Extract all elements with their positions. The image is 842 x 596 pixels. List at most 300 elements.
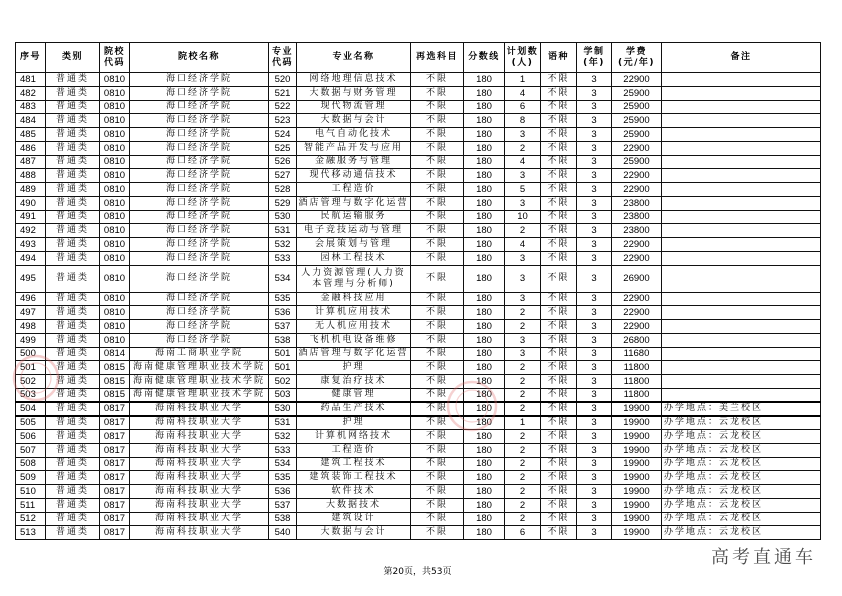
- cell-plan: 10: [505, 210, 541, 224]
- cell-tuition: 25900: [612, 114, 662, 128]
- cell-remark: 办学地点：云龙校区: [662, 430, 821, 444]
- cell-school-code: 0815: [100, 361, 130, 375]
- cell-major-code: 522: [269, 100, 297, 114]
- cell-plan: 2: [505, 388, 541, 402]
- cell-years: 3: [577, 128, 612, 142]
- cell-major-name: 现代物流管理: [297, 100, 411, 114]
- header-plan: 计划数 (人): [505, 43, 541, 73]
- cell-subject: 不限: [411, 388, 464, 402]
- table-row: [16, 430, 821, 444]
- cell-subject: 不限: [411, 471, 464, 485]
- cell-seq: 513: [16, 526, 46, 540]
- cell-category: 普通类: [46, 100, 100, 114]
- cell-language: 不限: [541, 210, 577, 224]
- cell-major-code: 528: [269, 183, 297, 197]
- cell-years: 3: [577, 361, 612, 375]
- cell-tuition: 11680: [612, 347, 662, 361]
- cell-plan: 3: [505, 251, 541, 265]
- cell-plan: 8: [505, 114, 541, 128]
- table-row: [16, 265, 821, 292]
- cell-score: 180: [464, 238, 505, 252]
- cell-tuition: 25900: [612, 155, 662, 169]
- cell-school-name: 海口经济学院: [130, 292, 269, 306]
- cell-seq: 489: [16, 183, 46, 197]
- cell-school-name: 海口经济学院: [130, 224, 269, 238]
- cell-category: 普通类: [46, 457, 100, 471]
- cell-category: 普通类: [46, 306, 100, 320]
- cell-plan: 3: [505, 347, 541, 361]
- cell-plan: 2: [505, 485, 541, 499]
- cell-language: 不限: [541, 430, 577, 444]
- cell-years: 3: [577, 292, 612, 306]
- cell-tuition: 26900: [612, 265, 662, 292]
- cell-seq: 486: [16, 141, 46, 155]
- cell-remark: [662, 292, 821, 306]
- cell-seq: 485: [16, 128, 46, 142]
- header-seq: 序号: [16, 43, 46, 73]
- cell-years: 3: [577, 402, 612, 416]
- cell-language: 不限: [541, 114, 577, 128]
- cell-tuition: 22900: [612, 320, 662, 334]
- cell-subject: 不限: [411, 224, 464, 238]
- cell-school-code: 0810: [100, 210, 130, 224]
- cell-school-code: 0817: [100, 512, 130, 526]
- cell-school-name: 海口经济学院: [130, 73, 269, 87]
- cell-school-code: 0810: [100, 224, 130, 238]
- cell-plan: 2: [505, 224, 541, 238]
- cell-major-code: 540: [269, 526, 297, 540]
- cell-subject: 不限: [411, 320, 464, 334]
- cell-remark: 办学地点：云龙校区: [662, 526, 821, 540]
- cell-seq: 488: [16, 169, 46, 183]
- cell-tuition: 19900: [612, 457, 662, 471]
- header-language: 语种: [541, 43, 577, 73]
- cell-school-name: 海口经济学院: [130, 251, 269, 265]
- cell-tuition: 22900: [612, 238, 662, 252]
- cell-remark: [662, 196, 821, 210]
- cell-category: 普通类: [46, 443, 100, 457]
- cell-major-name: 健康管理: [297, 388, 411, 402]
- cell-plan: 3: [505, 265, 541, 292]
- table-row: [16, 73, 821, 87]
- cell-tuition: 19900: [612, 402, 662, 416]
- cell-tuition: 19900: [612, 471, 662, 485]
- cell-school-code: 0810: [100, 306, 130, 320]
- cell-subject: 不限: [411, 512, 464, 526]
- cell-plan: 5: [505, 183, 541, 197]
- cell-major-name: 智能产品开发与应用: [297, 141, 411, 155]
- cell-years: 3: [577, 388, 612, 402]
- cell-seq: 491: [16, 210, 46, 224]
- cell-seq: 499: [16, 333, 46, 347]
- cell-remark: [662, 251, 821, 265]
- cell-language: 不限: [541, 347, 577, 361]
- cell-tuition: 22900: [612, 169, 662, 183]
- table-row: [16, 183, 821, 197]
- cell-major-name: 民航运输服务: [297, 210, 411, 224]
- cell-major-name: 现代移动通信技术: [297, 169, 411, 183]
- cell-school-code: 0810: [100, 183, 130, 197]
- cell-school-code: 0810: [100, 238, 130, 252]
- cell-tuition: 22900: [612, 251, 662, 265]
- cell-plan: 2: [505, 471, 541, 485]
- cell-score: 180: [464, 183, 505, 197]
- cell-school-name: 海口经济学院: [130, 306, 269, 320]
- header-remark: 备注: [662, 43, 821, 73]
- cell-years: 3: [577, 114, 612, 128]
- cell-major-name: 建筑工程技术: [297, 457, 411, 471]
- cell-remark: [662, 320, 821, 334]
- cell-language: 不限: [541, 320, 577, 334]
- cell-subject: 不限: [411, 86, 464, 100]
- cell-school-name: 海南科技职业大学: [130, 416, 269, 430]
- cell-school-name: 海南科技职业大学: [130, 512, 269, 526]
- cell-remark: 办学地点：云龙校区: [662, 498, 821, 512]
- cell-major-code: 525: [269, 141, 297, 155]
- cell-school-name: 海口经济学院: [130, 141, 269, 155]
- table-row: [16, 526, 821, 540]
- cell-category: 普通类: [46, 430, 100, 444]
- cell-major-code: 530: [269, 210, 297, 224]
- cell-major-code: 538: [269, 333, 297, 347]
- header-category: 类别: [46, 43, 100, 73]
- cell-score: 180: [464, 485, 505, 499]
- cell-school-name: 海口经济学院: [130, 196, 269, 210]
- cell-remark: 办学地点：美兰校区: [662, 402, 821, 416]
- cell-seq: 497: [16, 306, 46, 320]
- cell-plan: 3: [505, 169, 541, 183]
- cell-remark: [662, 73, 821, 87]
- brand-watermark: 高考直通车: [711, 547, 816, 568]
- cell-years: 3: [577, 457, 612, 471]
- cell-tuition: 25900: [612, 100, 662, 114]
- cell-tuition: 23800: [612, 196, 662, 210]
- cell-score: 180: [464, 86, 505, 100]
- cell-major-name: 计算机应用技术: [297, 306, 411, 320]
- cell-language: 不限: [541, 183, 577, 197]
- cell-seq: 503: [16, 388, 46, 402]
- cell-school-name: 海南科技职业大学: [130, 526, 269, 540]
- cell-subject: 不限: [411, 498, 464, 512]
- cell-remark: [662, 169, 821, 183]
- cell-subject: 不限: [411, 155, 464, 169]
- cell-major-code: 532: [269, 238, 297, 252]
- table-row: [16, 443, 821, 457]
- cell-years: 3: [577, 347, 612, 361]
- cell-plan: 3: [505, 196, 541, 210]
- cell-seq: 483: [16, 100, 46, 114]
- cell-school-name: 海南科技职业大学: [130, 471, 269, 485]
- cell-seq: 502: [16, 375, 46, 389]
- table-row: [16, 347, 821, 361]
- cell-plan: 3: [505, 333, 541, 347]
- cell-major-name: 金融服务与管理: [297, 155, 411, 169]
- table-row: [16, 498, 821, 512]
- cell-plan: 2: [505, 498, 541, 512]
- cell-category: 普通类: [46, 86, 100, 100]
- table-row: [16, 100, 821, 114]
- cell-score: 180: [464, 388, 505, 402]
- cell-school-name: 海口经济学院: [130, 100, 269, 114]
- cell-plan: 4: [505, 86, 541, 100]
- cell-language: 不限: [541, 73, 577, 87]
- table-row: [16, 155, 821, 169]
- cell-school-code: 0810: [100, 155, 130, 169]
- cell-major-name: 酒店管理与数字化运营: [297, 347, 411, 361]
- cell-remark: [662, 86, 821, 100]
- cell-seq: 504: [16, 402, 46, 416]
- cell-remark: [662, 100, 821, 114]
- cell-plan: 2: [505, 320, 541, 334]
- cell-seq: 484: [16, 114, 46, 128]
- cell-plan: 2: [505, 361, 541, 375]
- cell-seq: 492: [16, 224, 46, 238]
- cell-school-code: 0817: [100, 402, 130, 416]
- cell-plan: 3: [505, 292, 541, 306]
- cell-major-code: 526: [269, 155, 297, 169]
- cell-language: 不限: [541, 196, 577, 210]
- cell-language: 不限: [541, 155, 577, 169]
- cell-seq: 507: [16, 443, 46, 457]
- cell-subject: 不限: [411, 485, 464, 499]
- cell-school-code: 0817: [100, 430, 130, 444]
- cell-years: 3: [577, 141, 612, 155]
- cell-school-name: 海口经济学院: [130, 86, 269, 100]
- cell-score: 180: [464, 265, 505, 292]
- table-row: [16, 306, 821, 320]
- cell-score: 180: [464, 430, 505, 444]
- cell-school-code: 0817: [100, 498, 130, 512]
- cell-remark: 办学地点：云龙校区: [662, 512, 821, 526]
- cell-subject: 不限: [411, 128, 464, 142]
- cell-seq: 511: [16, 498, 46, 512]
- cell-major-code: 531: [269, 416, 297, 430]
- cell-years: 3: [577, 210, 612, 224]
- cell-language: 不限: [541, 388, 577, 402]
- table-row: [16, 333, 821, 347]
- cell-school-name: 海口经济学院: [130, 155, 269, 169]
- cell-plan: 2: [505, 430, 541, 444]
- cell-category: 普通类: [46, 388, 100, 402]
- cell-subject: 不限: [411, 114, 464, 128]
- cell-seq: 505: [16, 416, 46, 430]
- cell-major-code: 536: [269, 485, 297, 499]
- cell-score: 180: [464, 141, 505, 155]
- cell-language: 不限: [541, 238, 577, 252]
- cell-years: 3: [577, 333, 612, 347]
- cell-language: 不限: [541, 86, 577, 100]
- cell-major-code: 530: [269, 402, 297, 416]
- cell-plan: 4: [505, 155, 541, 169]
- cell-school-code: 0810: [100, 265, 130, 292]
- cell-major-name: 园林工程技术: [297, 251, 411, 265]
- cell-plan: 1: [505, 416, 541, 430]
- cell-years: 3: [577, 375, 612, 389]
- cell-school-name: 海南科技职业大学: [130, 457, 269, 471]
- cell-tuition: 26800: [612, 333, 662, 347]
- cell-remark: 办学地点：云龙校区: [662, 471, 821, 485]
- cell-years: 3: [577, 238, 612, 252]
- cell-major-code: 521: [269, 86, 297, 100]
- cell-subject: 不限: [411, 238, 464, 252]
- cell-remark: [662, 183, 821, 197]
- cell-category: 普通类: [46, 512, 100, 526]
- cell-category: 普通类: [46, 375, 100, 389]
- cell-years: 3: [577, 73, 612, 87]
- cell-score: 180: [464, 306, 505, 320]
- cell-category: 普通类: [46, 498, 100, 512]
- table-row: [16, 238, 821, 252]
- table-header: [16, 43, 821, 73]
- cell-plan: 1: [505, 73, 541, 87]
- table-header-row: [16, 43, 821, 73]
- cell-seq: 481: [16, 73, 46, 87]
- cell-years: 3: [577, 100, 612, 114]
- cell-category: 普通类: [46, 361, 100, 375]
- cell-remark: 办学地点：云龙校区: [662, 485, 821, 499]
- cell-subject: 不限: [411, 73, 464, 87]
- cell-seq: 506: [16, 430, 46, 444]
- cell-category: 普通类: [46, 183, 100, 197]
- cell-major-name: 大数据与会计: [297, 114, 411, 128]
- cell-major-code: 502: [269, 375, 297, 389]
- cell-category: 普通类: [46, 224, 100, 238]
- cell-school-name: 海口经济学院: [130, 238, 269, 252]
- cell-tuition: 22900: [612, 73, 662, 87]
- cell-remark: [662, 265, 821, 292]
- cell-subject: 不限: [411, 375, 464, 389]
- cell-major-code: 520: [269, 73, 297, 87]
- cell-category: 普通类: [46, 292, 100, 306]
- cell-score: 180: [464, 402, 505, 416]
- cell-school-code: 0810: [100, 100, 130, 114]
- admission-plan-table-container: [15, 42, 820, 540]
- cell-score: 180: [464, 457, 505, 471]
- cell-years: 3: [577, 471, 612, 485]
- cell-category: 普通类: [46, 251, 100, 265]
- table-row: [16, 196, 821, 210]
- cell-score: 180: [464, 416, 505, 430]
- cell-major-name: 护理: [297, 416, 411, 430]
- table-row: [16, 292, 821, 306]
- table-row: [16, 402, 821, 416]
- cell-tuition: 23800: [612, 224, 662, 238]
- cell-tuition: 19900: [612, 485, 662, 499]
- cell-school-code: 0810: [100, 114, 130, 128]
- cell-subject: 不限: [411, 183, 464, 197]
- cell-school-name: 海口经济学院: [130, 210, 269, 224]
- cell-language: 不限: [541, 526, 577, 540]
- cell-tuition: 19900: [612, 416, 662, 430]
- table-row: [16, 471, 821, 485]
- cell-major-code: 501: [269, 347, 297, 361]
- header-school-name: 院校名称: [130, 43, 269, 73]
- cell-school-code: 0810: [100, 251, 130, 265]
- cell-major-code: 535: [269, 471, 297, 485]
- cell-plan: 2: [505, 141, 541, 155]
- cell-category: 普通类: [46, 333, 100, 347]
- cell-plan: 3: [505, 128, 541, 142]
- cell-language: 不限: [541, 402, 577, 416]
- cell-major-name: 计算机网络技术: [297, 430, 411, 444]
- page-number: 第20页，共53页: [383, 567, 452, 577]
- cell-years: 3: [577, 512, 612, 526]
- cell-school-code: 0810: [100, 333, 130, 347]
- cell-tuition: 19900: [612, 430, 662, 444]
- table-row: [16, 320, 821, 334]
- cell-seq: 487: [16, 155, 46, 169]
- cell-tuition: 25900: [612, 86, 662, 100]
- admission-plan-table: [15, 42, 821, 540]
- cell-major-code: 524: [269, 128, 297, 142]
- cell-remark: [662, 238, 821, 252]
- cell-remark: [662, 141, 821, 155]
- cell-major-name: 护理: [297, 361, 411, 375]
- cell-score: 180: [464, 512, 505, 526]
- table-row: [16, 512, 821, 526]
- cell-score: 180: [464, 224, 505, 238]
- cell-major-name: 康复治疗技术: [297, 375, 411, 389]
- cell-score: 180: [464, 196, 505, 210]
- cell-score: 180: [464, 471, 505, 485]
- cell-category: 普通类: [46, 526, 100, 540]
- cell-score: 180: [464, 333, 505, 347]
- cell-language: 不限: [541, 485, 577, 499]
- cell-major-code: 537: [269, 320, 297, 334]
- cell-seq: 510: [16, 485, 46, 499]
- cell-language: 不限: [541, 498, 577, 512]
- cell-seq: 494: [16, 251, 46, 265]
- cell-subject: 不限: [411, 306, 464, 320]
- cell-years: 3: [577, 265, 612, 292]
- table-row: [16, 86, 821, 100]
- cell-plan: 2: [505, 375, 541, 389]
- cell-category: 普通类: [46, 114, 100, 128]
- cell-years: 3: [577, 224, 612, 238]
- cell-school-name: 海口经济学院: [130, 114, 269, 128]
- cell-major-code: 532: [269, 430, 297, 444]
- table-row: [16, 388, 821, 402]
- cell-school-code: 0817: [100, 485, 130, 499]
- cell-tuition: 11800: [612, 361, 662, 375]
- cell-school-name: 海口经济学院: [130, 169, 269, 183]
- cell-category: 普通类: [46, 485, 100, 499]
- cell-school-name: 海口经济学院: [130, 183, 269, 197]
- cell-language: 不限: [541, 128, 577, 142]
- cell-school-code: 0810: [100, 141, 130, 155]
- cell-major-code: 538: [269, 512, 297, 526]
- cell-years: 3: [577, 416, 612, 430]
- cell-score: 180: [464, 443, 505, 457]
- cell-seq: 496: [16, 292, 46, 306]
- table-row: [16, 141, 821, 155]
- cell-major-name: 网络地理信息技术: [297, 73, 411, 87]
- cell-category: 普通类: [46, 155, 100, 169]
- cell-plan: 2: [505, 443, 541, 457]
- cell-major-name: 酒店管理与数字化运营: [297, 196, 411, 210]
- cell-remark: [662, 210, 821, 224]
- cell-remark: 办学地点：云龙校区: [662, 457, 821, 471]
- cell-major-name: 会展策划与管理: [297, 238, 411, 252]
- cell-school-name: 海口经济学院: [130, 128, 269, 142]
- cell-tuition: 22900: [612, 306, 662, 320]
- cell-category: 普通类: [46, 238, 100, 252]
- cell-plan: 6: [505, 100, 541, 114]
- cell-remark: [662, 224, 821, 238]
- cell-tuition: 11800: [612, 375, 662, 389]
- cell-score: 180: [464, 100, 505, 114]
- cell-language: 不限: [541, 443, 577, 457]
